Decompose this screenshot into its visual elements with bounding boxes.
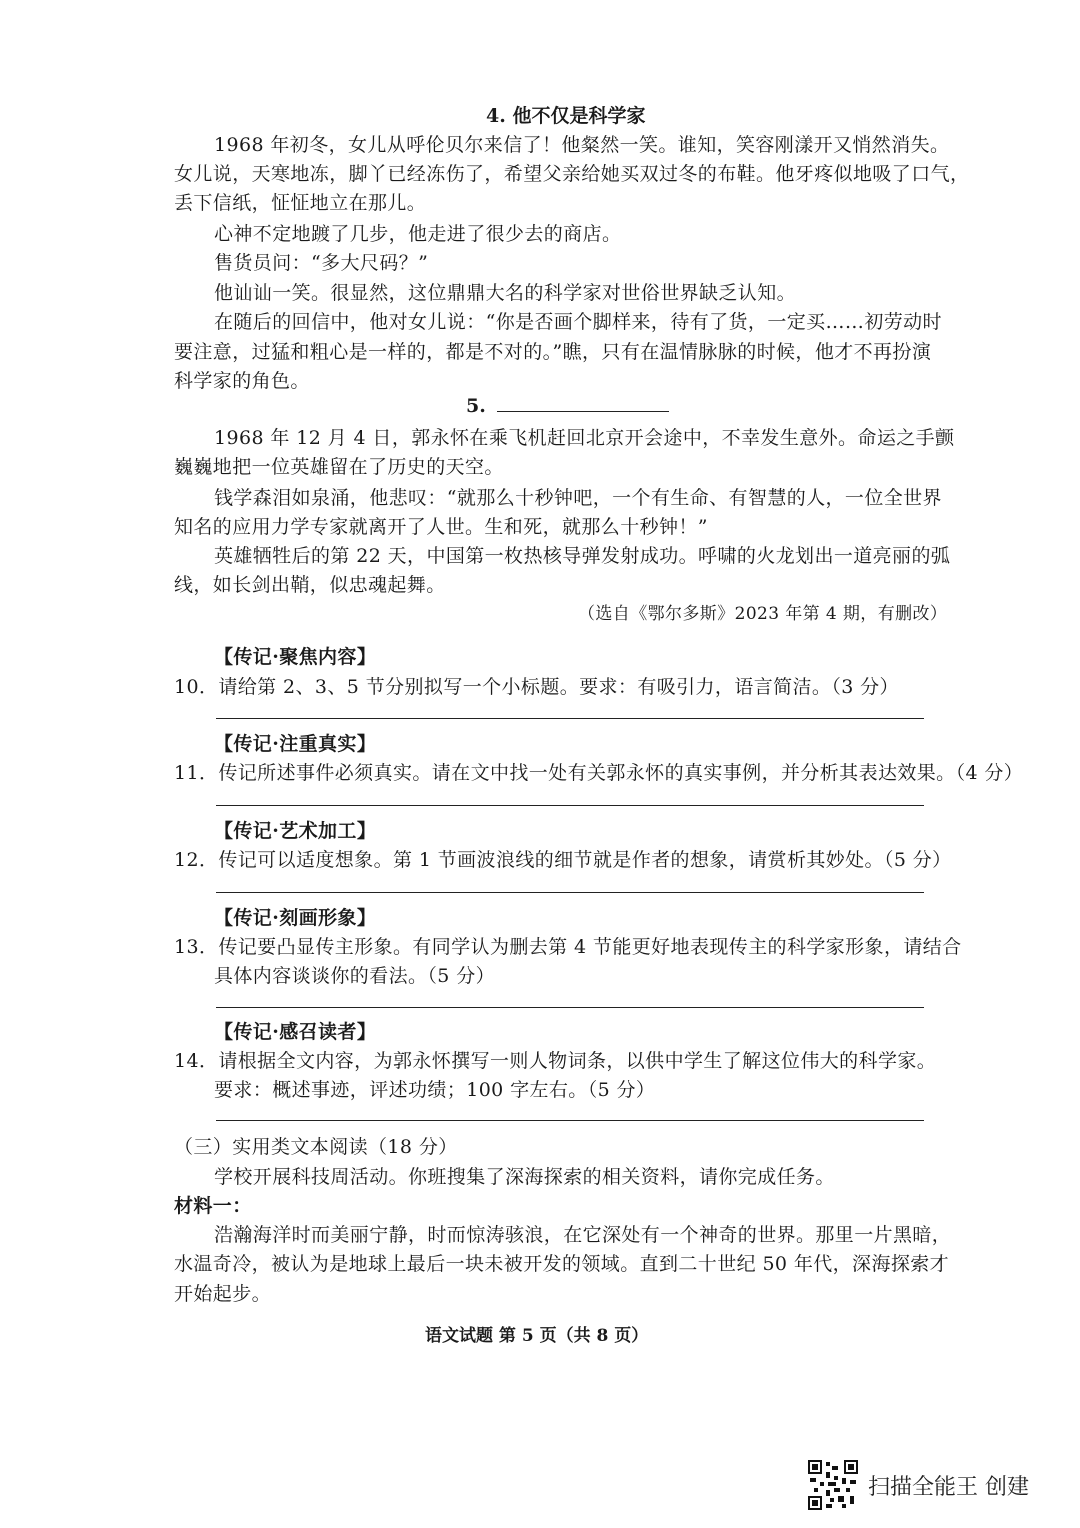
material-line: 开始起步。 <box>174 1283 272 1305</box>
part-3-intro: 学校开展科技周活动。你班搜集了深海探索的相关资料，请你完成任务。 <box>214 1166 835 1188</box>
answer-line[interactable] <box>216 718 924 719</box>
section-5-line: 英雄牺牲后的第 22 天，中国第一枚热核导弹发射成功。呼啸的火龙划出一道亮丽的弧 <box>214 545 951 567</box>
section-4-line: 要注意，过猛和粗心是一样的，都是不对的。”瞧，只有在温情脉脉的时候，他才不再扮演 <box>174 341 932 363</box>
section-4-line: 1968 年初冬，女儿从呼伦贝尔来信了！他粲然一笑。谁知，笑容刚漾开又悄然消失。 <box>214 134 950 156</box>
question-tag: 【传记·刻画形象】 <box>214 907 377 929</box>
answer-line[interactable] <box>216 1120 924 1121</box>
section-4-line: 丢下信纸，怔怔地立在那儿。 <box>174 192 427 214</box>
section-4-line: 心神不定地踱了几步，他走进了很少去的商店。 <box>214 223 622 245</box>
question-text: 12．传记可以适度想象。第 1 节画波浪线的细节就是作者的想象，请赏析其妙处。（5 分） <box>174 849 952 871</box>
qr-code-icon <box>808 1460 858 1510</box>
section-5-line: 1968 年 12 月 4 日，郭永怀在乘飞机赶回北京开会途中，不幸发生意外。命运之手颤 <box>214 427 955 449</box>
section-5-line: 钱学森泪如泉涌，他悲叹：“就那么十秒钟吧，一个有生命、有智慧的人，一位全世界 <box>214 487 942 509</box>
answer-line[interactable] <box>216 1007 924 1008</box>
section-4-line: 科学家的角色。 <box>174 370 310 392</box>
answer-line[interactable] <box>216 805 924 806</box>
question-text: 14．请根据全文内容，为郭永怀撰写一则人物词条，以供中学生了解这位伟大的科学家。 <box>174 1050 937 1072</box>
section-4-line: 他讪讪一笑。很显然，这位鼎鼎大名的科学家对世俗世界缺乏认知。 <box>214 282 797 304</box>
title-blank-line <box>497 411 669 412</box>
section-4-line: 售货员问：“多大尺码？” <box>214 252 429 274</box>
material-label: 材料一： <box>174 1195 252 1217</box>
source-citation: （选自《鄂尔多斯》2023 年第 4 期，有删改） <box>578 604 948 624</box>
part-3-heading: （三）实用类文本阅读（18 分） <box>174 1136 458 1158</box>
question-text: 13．传记要凸显传主形象。有同学认为删去第 4 节能更好地表现传主的科学家形象，请结合 <box>174 936 962 958</box>
material-line: 浩瀚海洋时而美丽宁静，时而惊涛骇浪，在它深处有一个神奇的世界。那里一片黑暗， <box>214 1224 952 1246</box>
question-text: 具体内容谈谈你的看法。（5 分） <box>214 965 496 987</box>
section-5-line: 知名的应用力学专家就离开了人世。生和死，就那么十秒钟！” <box>174 516 708 538</box>
section-4-title: 4. 他不仅是科学家 <box>486 105 646 127</box>
section-5-line: 巍巍地把一位英雄留在了历史的天空。 <box>174 456 504 478</box>
question-text: 11．传记所述事件必须真实。请在文中找一处有关郭永怀的真实事例，并分析其表达效果。（4 分） <box>174 762 1024 784</box>
section-5-line: 线，如长剑出鞘，似忠魂起舞。 <box>174 574 446 596</box>
question-tag: 【传记·艺术加工】 <box>214 820 377 842</box>
watermark-text: 扫描全能王 创建 <box>868 1475 1029 1500</box>
section-5-number: 5. <box>466 395 486 417</box>
answer-line[interactable] <box>216 892 924 893</box>
page-footer: 语文试题 第 5 页（共 8 页） <box>425 1326 649 1346</box>
question-text: 要求：概述事迹，评述功绩；100 字左右。（5 分） <box>214 1079 656 1101</box>
material-line: 水温奇冷，被认为是地球上最后一块未被开发的领域。直到二十世纪 50 年代，深海探索才 <box>174 1253 950 1275</box>
question-tag: 【传记·感召读者】 <box>214 1021 377 1043</box>
question-tag: 【传记·注重真实】 <box>214 733 377 755</box>
question-tag: 【传记·聚焦内容】 <box>214 646 377 668</box>
section-4-line: 女儿说，天寒地冻，脚丫已经冻伤了，希望父亲给她买双过冬的布鞋。他牙疼似地吸了口气， <box>174 163 970 185</box>
question-text: 10．请给第 2、3、5 节分别拟写一个小标题。要求：有吸引力，语言简洁。（3 分） <box>174 676 899 698</box>
section-4-line: 在随后的回信中，他对女儿说：“你是否画个脚样来，待有了货，一定买……初劳动时 <box>214 311 942 333</box>
